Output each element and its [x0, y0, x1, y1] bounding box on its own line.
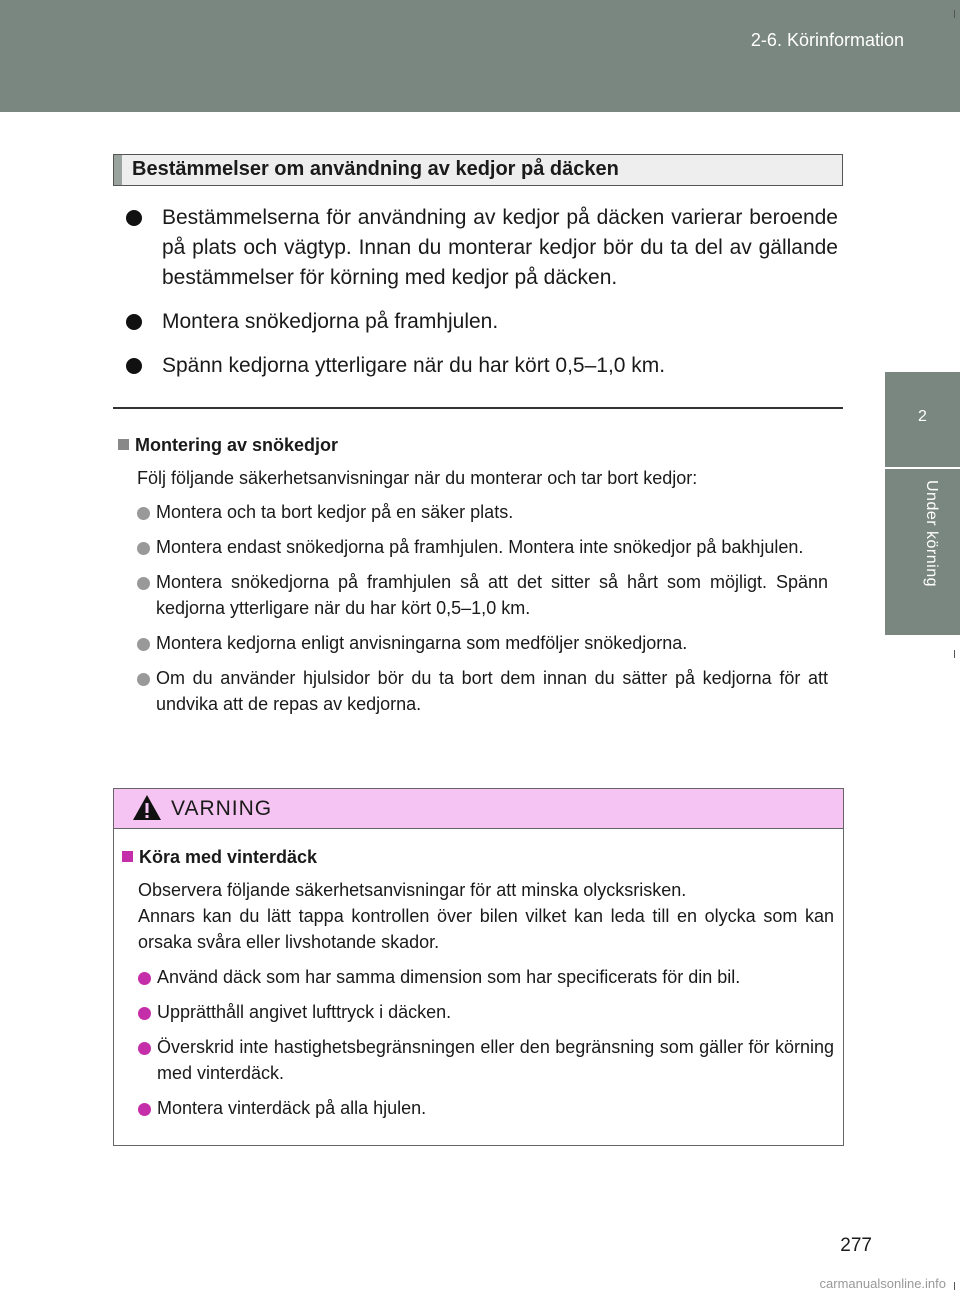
- list-item: Överskrid inte hastighetsbegränsningen eller den begränsning som gäller för körning med vinterdäck.: [138, 1034, 834, 1086]
- mounting-list: [118, 499, 828, 717]
- bullet-icon: [137, 673, 150, 686]
- mounting-intro: Följ följande säkerhetsanvisningar när du monterar och tar bort kedjor:: [137, 468, 698, 488]
- regulations-list: [126, 203, 838, 395]
- list-item: [126, 351, 838, 381]
- square-bullet-icon: [118, 439, 129, 450]
- warning-intro: Observera följande säkerhetsanvisningar för att minska olycksrisken. Annars kan du lätt tappa kontrollen över bilen vilket kan leda till en olycka som kan orsaka svåra eller livshotande skador.: [138, 880, 834, 952]
- bullet-icon: [126, 314, 142, 330]
- chapter-number: 2: [918, 408, 927, 425]
- warning-triangle-icon: [132, 794, 162, 821]
- warning-box: [113, 788, 844, 1146]
- mounting-title: Montering av snökedjor: [118, 433, 828, 457]
- list-item: [126, 203, 838, 293]
- list-item: Montera och ta bort kedjor på en säker plats.: [137, 499, 828, 525]
- bullet-icon: [138, 1103, 151, 1116]
- list-item: Om du använder hjulsidor bör du ta bort dem innan du sätter på kedjorna för att undvika att de repas av kedjorna.: [137, 665, 828, 717]
- source-watermark: carmanualsonline.info: [819, 1276, 946, 1291]
- warning-header: [114, 789, 843, 829]
- bullet-icon: [126, 210, 142, 226]
- list-item-text: Spänn kedjorna ytterligare när du har kört 0,5–1,0 km.: [162, 354, 666, 377]
- bullet-icon: [137, 577, 150, 590]
- warning-label: VARNING: [171, 797, 273, 820]
- list-item: Montera endast snökedjorna på framhjulen. Montera inte snökedjor på bakhjulen.: [137, 534, 828, 560]
- list-item-text: Bestämmelserna för användning av kedjor på däcken varierar beroende på plats och vägtyp. Innan du monterar kedjor bör du ta del av gällande bestämmelser för körning med kedjor på däcken.: [162, 206, 838, 289]
- bullet-icon: [138, 1007, 151, 1020]
- bullet-icon: [138, 1042, 151, 1055]
- list-item: Upprätthåll angivet lufttryck i däcken.: [138, 999, 834, 1025]
- crop-mark: [954, 1282, 955, 1290]
- warning-body: [122, 845, 834, 1130]
- section-heading-box: [113, 154, 843, 186]
- warning-title: Köra med vinterdäck: [122, 845, 834, 869]
- page-number: 277: [840, 1235, 872, 1256]
- chapter-tab: [885, 372, 960, 635]
- list-item: Montera kedjorna enligt anvisningarna som medföljer snökedjorna.: [137, 630, 828, 656]
- list-item: Montera vinterdäck på alla hjulen.: [138, 1095, 834, 1121]
- chapter-heading: 2-6. Körinformation: [750, 30, 904, 50]
- crop-mark: [954, 650, 955, 658]
- list-item: Montera snökedjorna på framhjulen så att det sitter så hårt som möjligt. Spänn kedjorna ytterligare när du har kört 0,5–1,0 km.: [137, 569, 828, 621]
- bullet-icon: [138, 972, 151, 985]
- page-header: [0, 0, 960, 112]
- bullet-icon: [137, 542, 150, 555]
- chapter-label: Under körning: [923, 480, 940, 587]
- chapter-tab-divider: [885, 467, 960, 469]
- list-item: Använd däck som har samma dimension som har specificerats för din bil.: [138, 964, 834, 990]
- list-item: [126, 307, 838, 337]
- bullet-icon: [137, 638, 150, 651]
- warning-list: [122, 964, 834, 1121]
- section-title: Bestämmelser om användning av kedjor på däcken: [132, 158, 619, 180]
- section-heading-bar: [114, 155, 122, 185]
- bullet-icon: [126, 358, 142, 374]
- square-bullet-icon: [122, 851, 133, 862]
- list-item-text: Montera snökedjorna på framhjulen.: [162, 310, 499, 333]
- bullet-icon: [137, 507, 150, 520]
- section-divider: [113, 407, 843, 409]
- crop-mark: [954, 10, 955, 18]
- mounting-section: [118, 433, 828, 726]
